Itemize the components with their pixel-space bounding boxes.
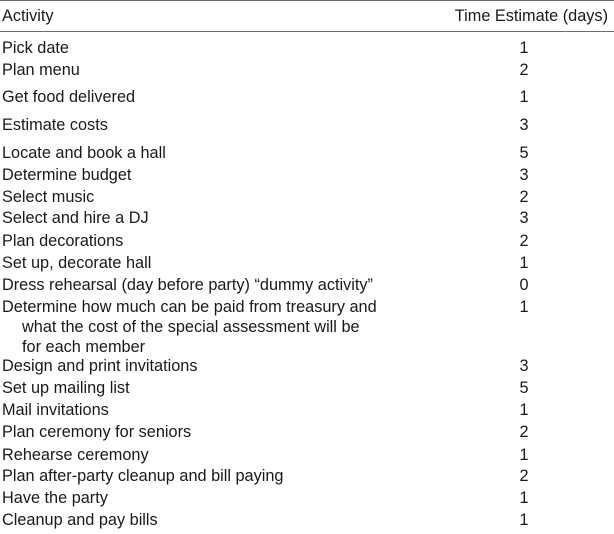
header-time-estimate: Time Estimate (days) <box>454 7 608 25</box>
activity-cell: Plan ceremony for seniors <box>2 423 192 441</box>
time-cell: 1 <box>519 446 529 464</box>
activity-cell: Pick date <box>2 39 69 57</box>
activity-line: what the cost of the special assessment will be <box>22 318 360 336</box>
activity-cell: Set up mailing list <box>2 379 130 397</box>
time-cell: 1 <box>519 254 529 272</box>
time-cell: 3 <box>519 209 529 227</box>
activity-cell: Set up, decorate hall <box>2 254 152 272</box>
time-cell: 1 <box>519 298 529 316</box>
activity-cell: Determine budget <box>2 166 132 184</box>
table-top-rule <box>0 0 614 1</box>
activity-cell: Locate and book a hall <box>2 144 166 162</box>
activity-cell: Design and print invitations <box>2 357 198 375</box>
activity-line: for each member <box>22 338 146 356</box>
header-activity: Activity <box>2 7 54 25</box>
activity-cell: Plan after-party cleanup and bill paying <box>2 467 284 485</box>
activity-cell: Cleanup and pay bills <box>2 511 158 529</box>
time-cell: 1 <box>519 88 529 106</box>
header-rule <box>0 31 614 32</box>
activity-cell: Plan menu <box>2 61 80 79</box>
activity-cell: Dress rehearsal (day before party) “dummy activity” <box>2 276 373 294</box>
time-cell: 2 <box>519 232 529 250</box>
activity-cell: Have the party <box>2 489 108 507</box>
activity-cell: Mail invitations <box>2 401 109 419</box>
time-cell: 1 <box>519 511 529 529</box>
time-cell: 0 <box>519 276 529 294</box>
time-cell: 2 <box>519 423 529 441</box>
time-cell: 3 <box>519 357 529 375</box>
time-cell: 2 <box>519 61 529 79</box>
activity-cell: Estimate costs <box>2 116 108 134</box>
activity-cell <box>2 297 427 357</box>
time-cell: 2 <box>519 467 529 485</box>
time-cell: 2 <box>519 188 529 206</box>
activity-cell: Plan decorations <box>2 232 124 250</box>
activity-cell: Rehearse ceremony <box>2 446 149 464</box>
activity-cell: Select music <box>2 188 95 206</box>
time-cell: 1 <box>519 489 529 507</box>
activity-line: Determine how much can be paid from treasury and <box>2 298 377 316</box>
time-cell: 1 <box>519 39 529 57</box>
time-cell: 1 <box>519 401 529 419</box>
time-cell: 5 <box>519 144 529 162</box>
activity-cell: Select and hire a DJ <box>2 209 149 227</box>
time-cell: 5 <box>519 379 529 397</box>
activity-cell: Get food delivered <box>2 88 136 106</box>
time-cell: 3 <box>519 166 529 184</box>
time-cell: 3 <box>519 116 529 134</box>
